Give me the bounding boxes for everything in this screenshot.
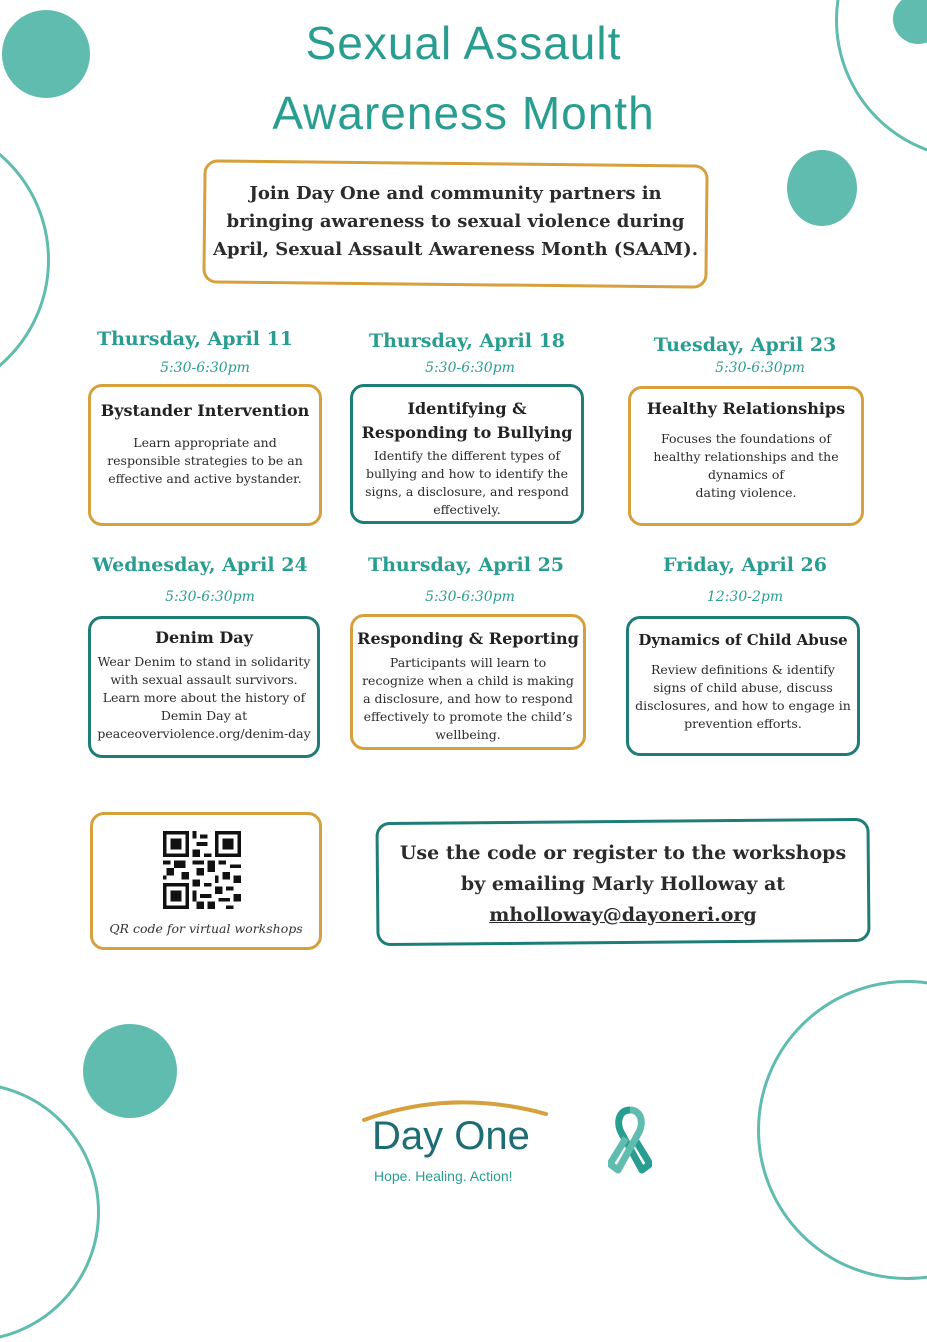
event-title: Dynamics of Child Abuse: [638, 631, 848, 649]
event-description: [353, 447, 581, 519]
awareness-ribbon-icon: [608, 1106, 652, 1176]
intro-text: [203, 180, 708, 264]
decorative-ring-left: [0, 120, 50, 400]
desc-line: prevention efforts.: [684, 716, 802, 731]
event-title: Denim Day: [155, 628, 253, 647]
event-card: [350, 384, 584, 524]
event-title: Bystander Intervention: [100, 401, 310, 420]
desc-line: with sexual assault survivors.: [110, 672, 298, 687]
desc-line: Learn appropriate and: [133, 435, 277, 450]
desc-line: Identify the different types of: [373, 448, 561, 463]
qr-label: QR code for virtual workshops: [109, 921, 303, 936]
event-time: 5:30-6:30pm: [425, 589, 515, 605]
intro-line: Join Day One and community partners in: [249, 183, 662, 204]
desc-line: Focuses the foundations of: [660, 431, 832, 446]
event-description: [353, 654, 583, 744]
logo-tagline: Hope. Healing. Action!: [374, 1168, 513, 1184]
desc-line: a disclosure, and how to respond: [363, 691, 573, 706]
decorative-ring-bottom-right: [757, 980, 927, 1280]
event-description: [629, 661, 857, 733]
event-card: [350, 614, 586, 750]
intro-line: April, Sexual Assault Awareness Month (SAAM).: [213, 239, 698, 260]
event-day: Wednesday, April 24: [92, 554, 308, 576]
event-day: Tuesday, April 23: [653, 334, 837, 356]
desc-line: effective and active bystander.: [108, 471, 302, 486]
event-title: Healthy Relationships: [646, 399, 846, 418]
register-line: by emailing Marly Holloway at: [460, 873, 786, 895]
event-title: [353, 397, 581, 445]
title-line: Responding to Bullying: [361, 423, 573, 442]
desc-line: Wear Denim to stand in solidarity: [97, 654, 311, 669]
event-card: [88, 616, 320, 758]
logo-name: Day One: [372, 1114, 530, 1158]
page-title-line2: Awareness Month: [272, 87, 655, 139]
event-time: 5:30-6:30pm: [160, 360, 250, 376]
decorative-ring-bottom-left: [0, 1082, 100, 1342]
event-description: [91, 653, 317, 743]
event-title: Responding & Reporting: [357, 629, 579, 648]
desc-line: signs, a disclosure, and respond: [365, 484, 569, 499]
desc-line: effectively.: [433, 502, 501, 517]
event-card: [628, 386, 864, 526]
desc-line: dynamics of: [708, 467, 784, 482]
desc-line: healthy relationships and the: [653, 449, 839, 464]
desc-line: peaceoverviolence.org/denim-day: [97, 726, 311, 741]
desc-line: wellbeing.: [435, 727, 501, 742]
register-text: [376, 838, 870, 931]
desc-line: bullying and how to identify the: [366, 466, 568, 481]
desc-line: recognize when a child is making: [362, 673, 574, 688]
event-time: 12:30-2pm: [706, 589, 784, 605]
title-line: Identifying &: [407, 399, 527, 418]
event-day: Thursday, April 25: [367, 554, 565, 576]
decorative-circle-bottom-left: [83, 1024, 177, 1118]
desc-line: disclosures, and how to engage in: [635, 698, 851, 713]
desc-line: responsible strategies to be an: [107, 453, 303, 468]
event-description: [91, 434, 319, 488]
event-time: 5:30-6:30pm: [715, 360, 805, 376]
desc-line: signs of child abuse, discuss: [653, 680, 833, 695]
intro-line: bringing awareness to sexual violence during: [226, 211, 685, 232]
event-time: 5:30-6:30pm: [165, 589, 255, 605]
event-card: [626, 616, 860, 756]
desc-line: Participants will learn to: [389, 655, 547, 670]
decorative-circle-right: [787, 150, 857, 226]
register-line: Use the code or register to the workshops: [399, 842, 847, 864]
event-day: Friday, April 26: [663, 554, 827, 576]
email-link[interactable]: mholloway@dayoneri.org: [489, 904, 757, 926]
desc-line: effectively to promote the child’s: [363, 709, 573, 724]
event-card: [88, 384, 322, 526]
qr-card: [90, 812, 322, 950]
desc-line: Learn more about the history of: [102, 690, 306, 705]
event-day: Thursday, April 18: [368, 330, 566, 352]
desc-line: Review definitions & identify: [651, 662, 835, 677]
event-description: [631, 430, 861, 502]
desc-line: dating violence.: [695, 485, 797, 500]
event-time: 5:30-6:30pm: [425, 360, 515, 376]
qr-code-icon[interactable]: [163, 831, 241, 909]
event-day: Thursday, April 11: [96, 328, 294, 350]
page-title-line1: Sexual Assault: [305, 17, 622, 69]
desc-line: Demin Day at: [160, 708, 248, 723]
